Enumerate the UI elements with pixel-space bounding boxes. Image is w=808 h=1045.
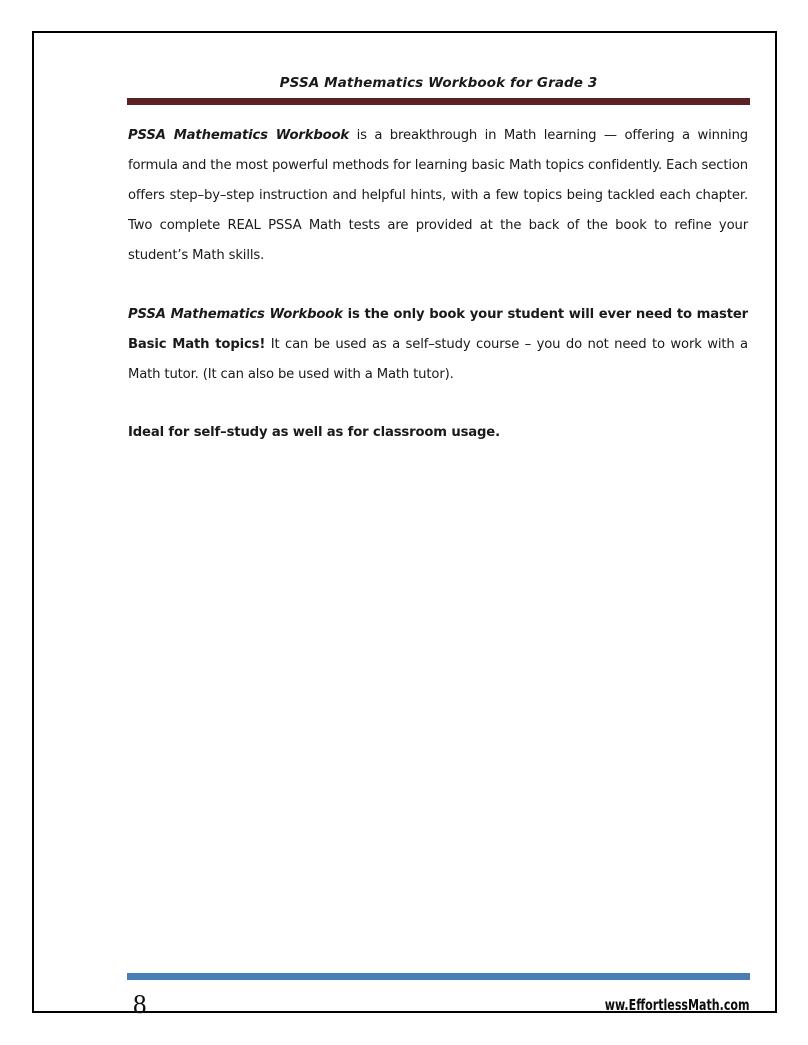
header-rule	[127, 98, 750, 105]
paragraph-2-emphasis: PSSA Mathematics Workbook	[128, 307, 343, 322]
paragraph-2-text: It can be used as a self–study course – you do not need to work with a Math tutor. (It can also be used with a Math tutor).	[128, 337, 748, 382]
paragraph-2-bold-run: is the only book your student will ever need to master Basic Math topics!	[128, 307, 749, 352]
paragraph-1-emphasis: PSSA Mathematics Workbook	[128, 128, 350, 143]
site-url: ww.EffortlessMath.com	[605, 996, 750, 1014]
footer-rule	[127, 973, 750, 980]
paragraph-3-bold-run: Ideal for self–study as well as for classroom usage.	[128, 425, 500, 440]
paragraph-1-text: is a breakthrough in Math learning — offering a winning formula and the most powerful methods for learning basic Math topics confidently. Each section offers step–by–step instruction and helpful hints, with a few topics being tackled each chapter. Two complete REAL PSSA Math tests are provided at the back of the book to refine your student’s Math skills.	[128, 128, 748, 263]
page-number: 8	[133, 989, 147, 1019]
header-title: PSSA Mathematics Workbook for Grade 3	[279, 75, 598, 91]
paragraph-2	[128, 300, 748, 390]
page-header	[127, 75, 750, 109]
paragraph-1	[128, 121, 748, 271]
paragraph-3	[128, 418, 748, 448]
page-footer	[127, 973, 750, 1028]
page-border	[32, 31, 777, 1019]
body-content	[128, 121, 748, 448]
